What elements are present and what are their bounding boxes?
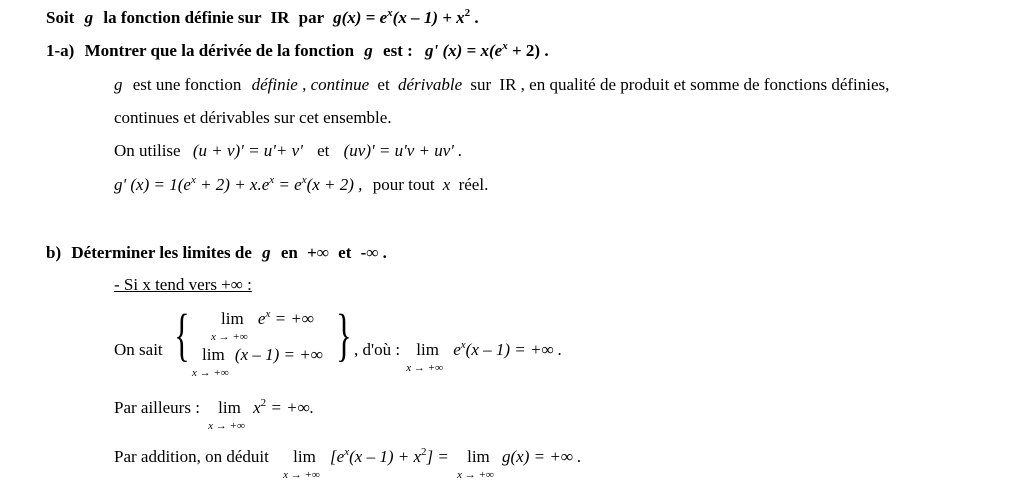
title-line — [46, 8, 479, 28]
text-emph: définie — [251, 75, 298, 94]
title-text: la fonction définie sur — [103, 8, 262, 27]
lim-operator — [283, 447, 320, 481]
addition-line — [114, 446, 582, 481]
title-formula: . — [474, 8, 479, 27]
formula: x — [301, 174, 307, 186]
lim-subscript: x → +∞ — [211, 331, 248, 343]
question-number: 1-a) — [46, 41, 75, 60]
formula: x — [460, 339, 466, 351]
paragraph-4 — [114, 175, 488, 195]
text-set: IR — [499, 75, 517, 94]
limit-linear — [192, 345, 323, 379]
lim-subscript: x → +∞ — [208, 420, 245, 432]
lim-operator — [192, 345, 229, 379]
lim-word: lim — [467, 447, 490, 466]
paragraph-1 — [114, 75, 889, 95]
formula: (x + 2) , — [306, 175, 363, 194]
lim-subscript: x → +∞ — [457, 469, 494, 481]
text: et — [377, 75, 390, 94]
lim-word: lim — [416, 340, 439, 359]
title-text: par — [298, 8, 324, 27]
formula: (x – 1) = +∞ . — [465, 340, 563, 359]
formula: = +∞. — [270, 398, 314, 417]
formula: [e — [330, 447, 345, 466]
formula: e — [453, 340, 461, 359]
text: et — [317, 141, 330, 160]
lim-operator — [406, 340, 443, 374]
lim-word: lim — [293, 447, 316, 466]
onsait-label: On sait — [114, 340, 163, 359]
lim-operator — [457, 447, 494, 481]
formula: x — [253, 398, 261, 417]
text: , d'où : — [354, 340, 401, 359]
text: réel. — [458, 175, 489, 194]
formula: (u + v)' = u'+ v' — [192, 141, 303, 160]
question-var: g — [364, 41, 373, 60]
formula: (uv)' = u'v + uv' . — [343, 141, 463, 160]
title-set: IR — [270, 8, 290, 27]
lim-subscript: x → +∞ — [192, 367, 229, 379]
title-formula: (x – 1) + x — [392, 8, 465, 27]
question-formula: + 2) . — [511, 41, 549, 60]
text-var: g — [114, 75, 123, 94]
title-formula: 2 — [464, 7, 471, 19]
formula: = e — [278, 175, 302, 194]
formula: g(x) = +∞ . — [502, 447, 582, 466]
title-var: g — [84, 8, 94, 27]
question-1a — [46, 41, 549, 61]
text: , en qualité de produit et somme de fonctions définies, — [520, 75, 890, 94]
question-text: Déterminer les limites de — [71, 243, 252, 262]
limit-exp — [211, 308, 314, 343]
question-b — [46, 243, 387, 263]
onsait-result — [354, 339, 563, 374]
question-var: g — [262, 243, 271, 262]
lim-operator — [211, 309, 248, 343]
formula: (x – 1) = +∞ — [234, 345, 323, 364]
text: pour tout — [372, 175, 435, 194]
paragraph-3 — [114, 141, 462, 161]
formula: e — [257, 309, 266, 328]
text: est une fonction — [132, 75, 242, 94]
formula: 2 — [421, 446, 427, 458]
text: Par addition, on déduit — [114, 447, 269, 466]
formula: x — [265, 308, 271, 320]
lim-operator — [208, 398, 245, 432]
lim-word: lim — [218, 398, 241, 417]
text: sur — [470, 75, 492, 94]
case-heading: - Si x tend vers +∞ : — [114, 275, 252, 294]
formula: x — [344, 446, 350, 458]
text: Par ailleurs : — [114, 398, 200, 417]
question-text: est : — [383, 41, 413, 60]
formula: ] = — [426, 447, 449, 466]
ailleurs-line — [114, 397, 314, 432]
title-formula: g(x) = e — [333, 8, 388, 27]
title-text: Soit — [46, 8, 75, 27]
formula: x — [190, 174, 196, 186]
formula: x — [269, 174, 275, 186]
question-text: Montrer que la dérivée de la fonction — [84, 41, 355, 60]
question-text: et — [338, 243, 352, 262]
formula: (x – 1) + x — [349, 447, 421, 466]
lim-subscript: x → +∞ — [283, 469, 320, 481]
question-text: -∞ . — [360, 243, 387, 262]
paragraph-2: continues et dérivables sur cet ensemble. — [114, 108, 392, 127]
text: On utilise — [114, 141, 181, 160]
text: , — [302, 75, 307, 94]
formula: 2 — [260, 397, 267, 409]
lim-word: lim — [202, 345, 225, 364]
lim-word: lim — [221, 309, 244, 328]
text-emph: continue — [310, 75, 370, 94]
formula: = +∞ — [274, 309, 314, 328]
lim-subscript: x → +∞ — [406, 362, 443, 374]
text-emph: dérivable — [397, 75, 463, 94]
left-brace: { — [174, 302, 190, 367]
question-text: +∞ — [307, 243, 329, 262]
formula: + 2) + x.e — [200, 175, 270, 194]
question-formula: g' (x) = x(e — [425, 41, 503, 60]
question-text: en — [280, 243, 298, 262]
title-formula: x — [387, 7, 393, 19]
right-brace: } — [336, 302, 352, 367]
text-var: x — [442, 175, 451, 194]
formula: g' (x) = 1(e — [114, 175, 191, 194]
question-formula: x — [502, 40, 508, 52]
question-number: b) — [46, 243, 62, 262]
